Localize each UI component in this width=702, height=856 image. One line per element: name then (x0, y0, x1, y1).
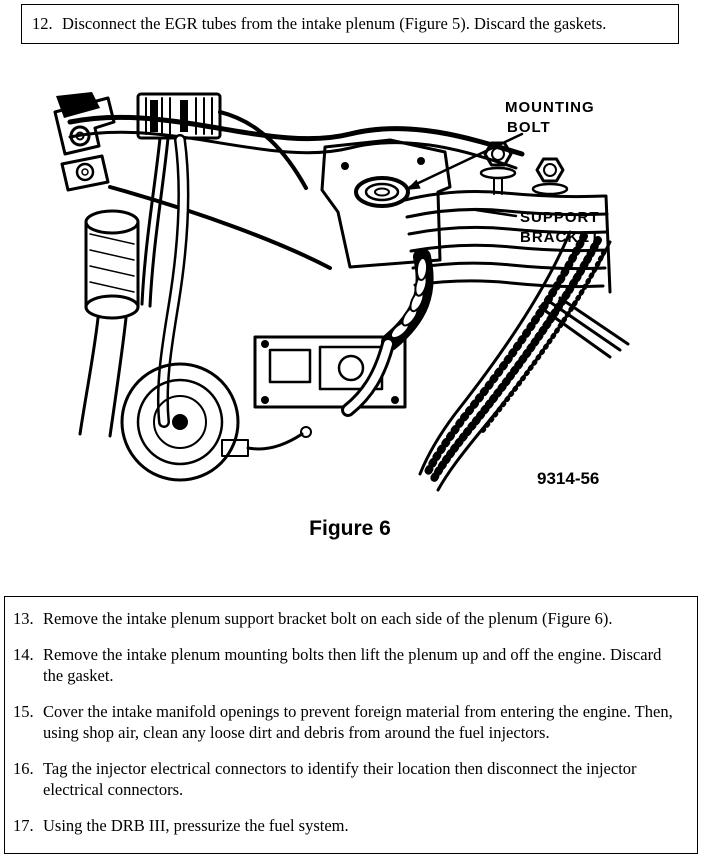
step-number: 13. (13, 609, 34, 628)
step-text: Tag the injector electrical connectors to identify their location then disconnect the injector electrical connectors. (43, 759, 637, 799)
engine-diagram (50, 92, 650, 512)
mounting-bolt-label-line1: MOUNTING (505, 99, 595, 116)
step-number: 14. (13, 645, 34, 664)
instruction-step (13, 758, 685, 800)
figure-part-number: 9314-56 (537, 469, 600, 488)
instruction-step (13, 815, 685, 836)
step-number: 17. (13, 816, 34, 835)
instruction-steps-list (5, 597, 697, 836)
wiring-harness (420, 232, 610, 490)
instruction-step (13, 701, 685, 743)
step-text: Remove the intake plenum support bracket bolt on each side of the plenum (Figure 6). (43, 609, 613, 628)
instruction-box-top (21, 4, 679, 44)
step-text: Remove the intake plenum mounting bolts then lift the plenum up and off the engine. Discard the gasket. (43, 645, 662, 685)
plenum-opening (356, 178, 408, 206)
instruction-step (22, 5, 678, 34)
mounting-bolt-hardware (481, 143, 567, 194)
step-text: Cover the intake manifold openings to prevent foreign material from entering the engine. Then, using shop air, clean any loose dirt and debris from around the fuel injectors. (43, 702, 673, 742)
instruction-box-bottom (4, 596, 698, 854)
step-number: 12. (32, 14, 53, 33)
corner-bracket (55, 92, 114, 190)
figure-6-illustration (50, 92, 650, 512)
harness-wires-left (142, 138, 168, 306)
pulley (122, 364, 238, 480)
step-text: Disconnect the EGR tubes from the intake plenum (Figure 5). Discard the gaskets. (62, 14, 607, 33)
mounting-bolt-label-line2: BOLT (507, 119, 551, 136)
step-text: Using the DRB III, pressurize the fuel system. (43, 816, 349, 835)
support-bracket-label-line2: BRACKET (520, 229, 601, 246)
corrugated-hose (348, 257, 429, 410)
figure-caption: Figure 6 (309, 517, 391, 540)
instruction-step (13, 644, 685, 686)
instruction-step (13, 608, 685, 629)
step-number: 15. (13, 702, 34, 721)
vacuum-cylinder (80, 211, 138, 436)
support-bracket-label-line1: SUPPORT (520, 209, 600, 226)
step-number: 16. (13, 759, 34, 778)
